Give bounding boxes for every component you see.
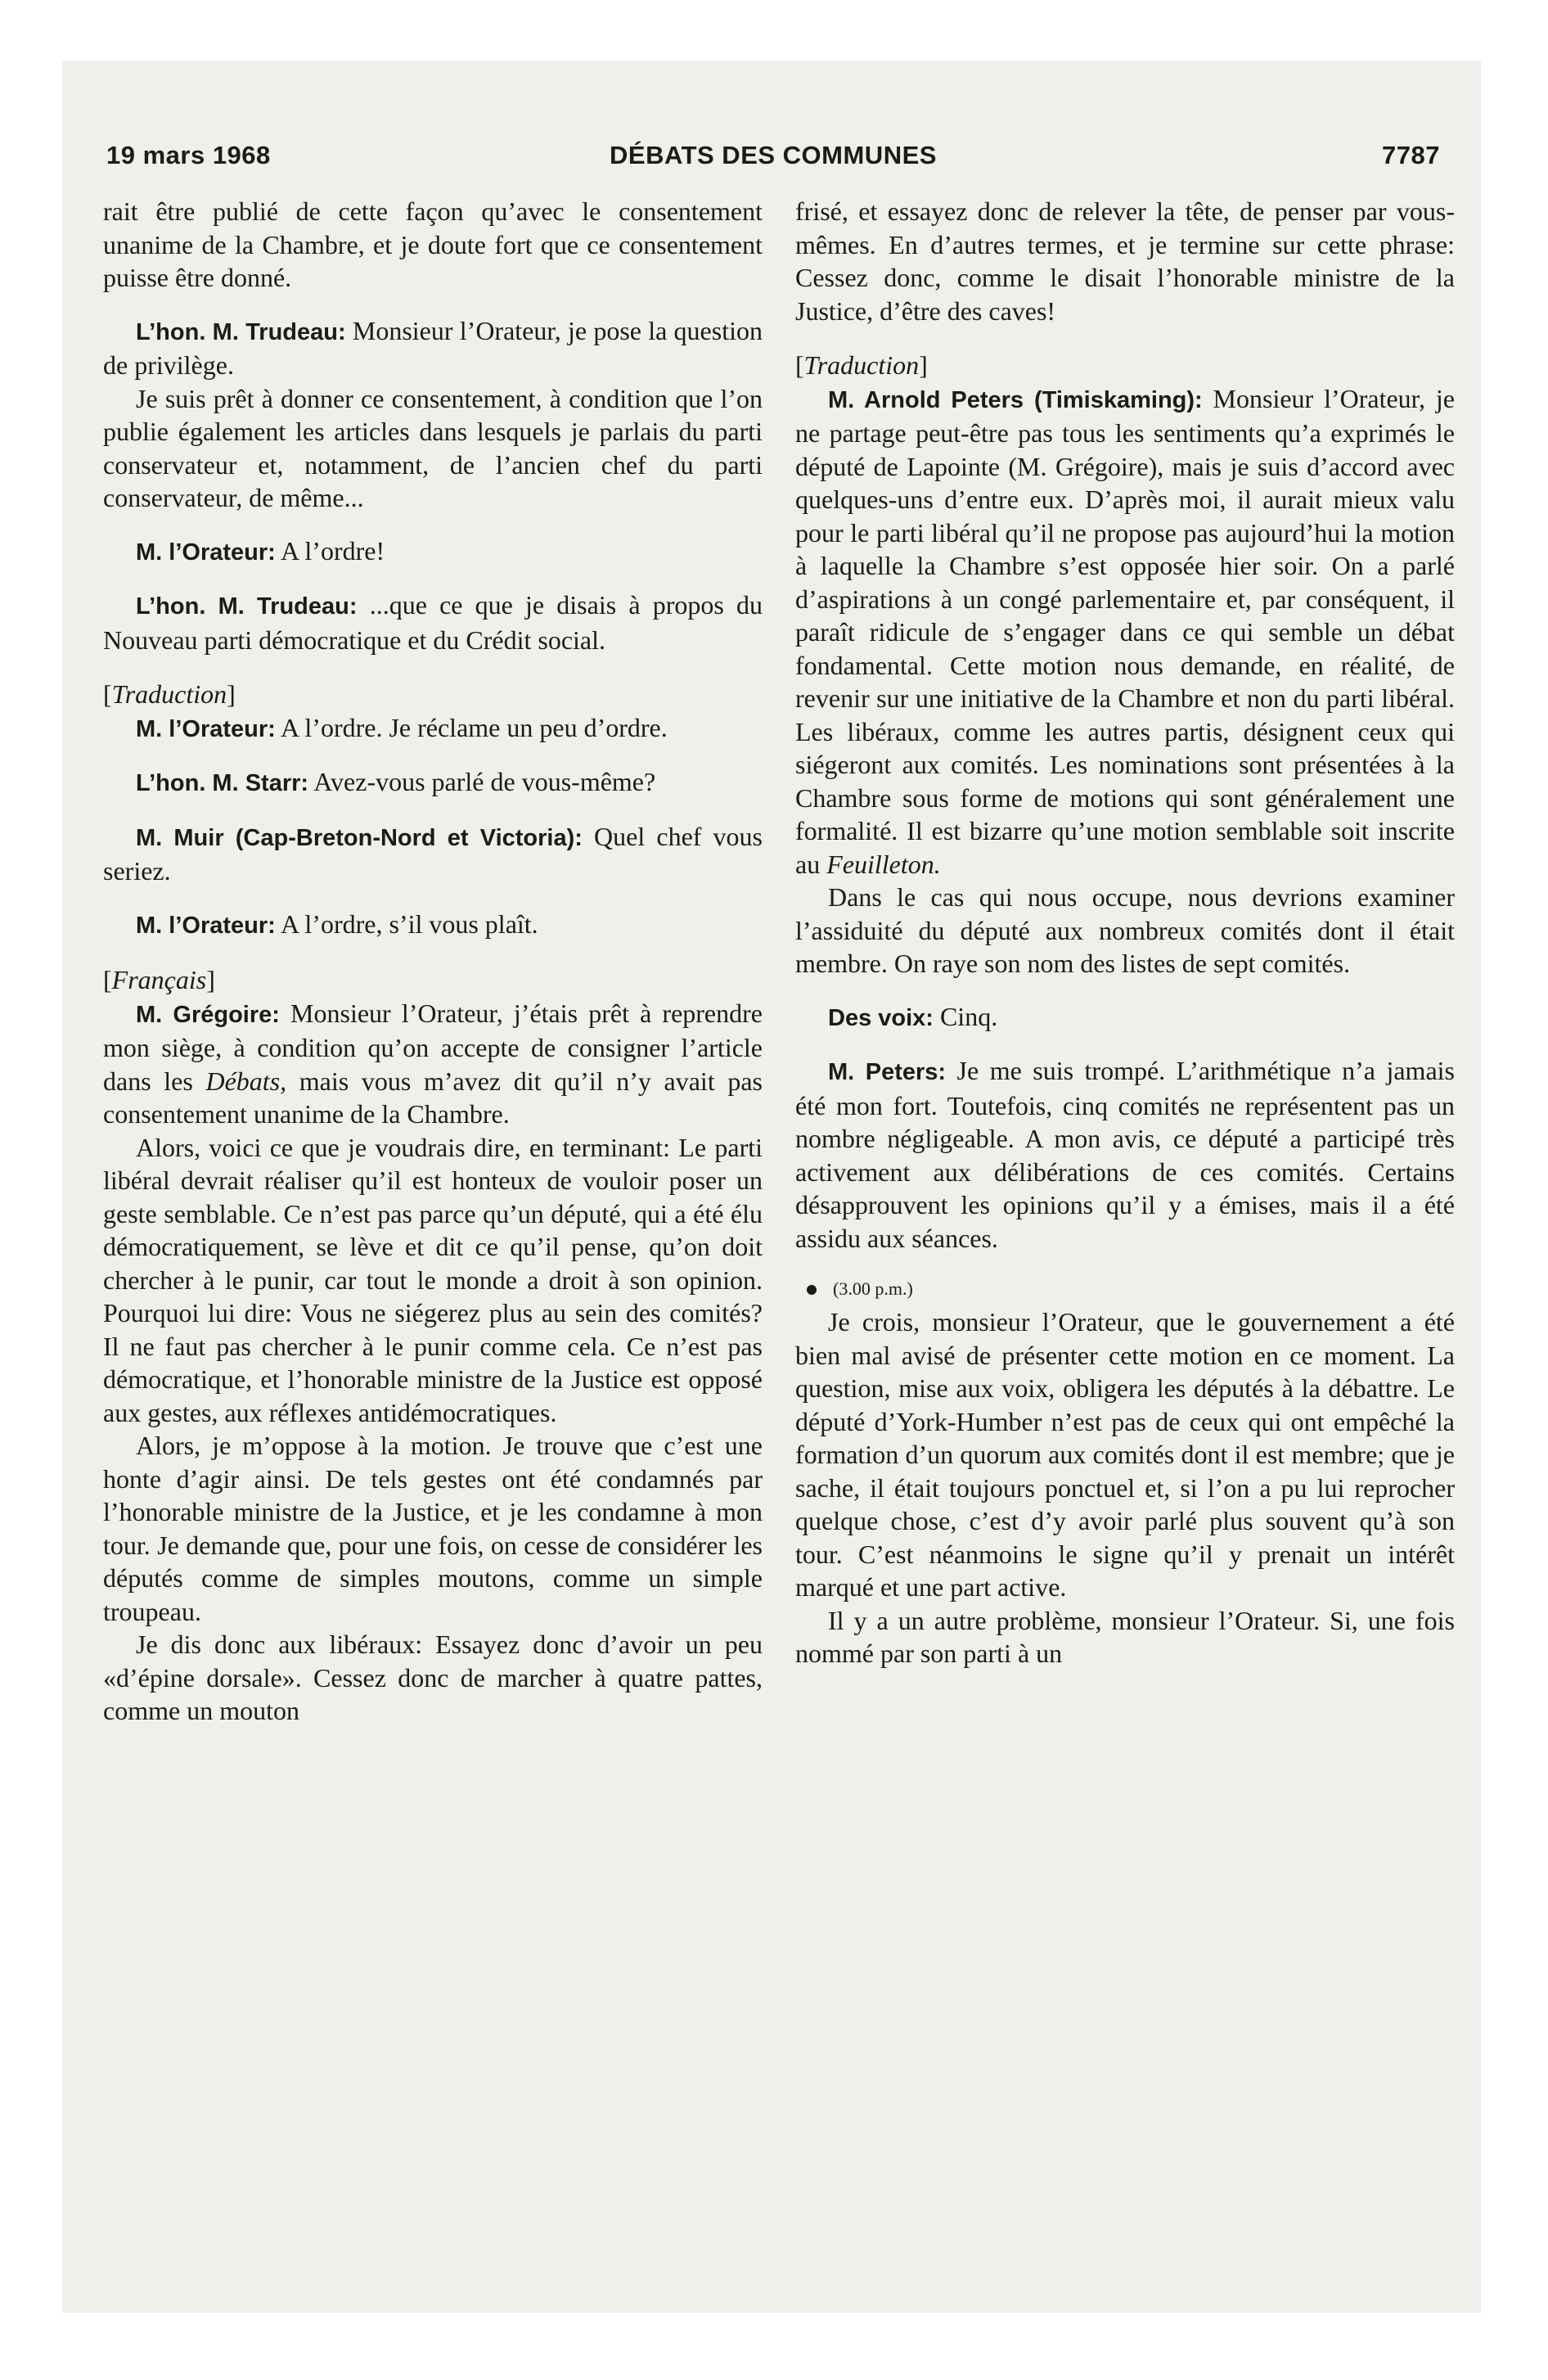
speech-text: Avez-vous parlé de vous-même?	[308, 767, 656, 796]
time-label: (3.00 p.m.)	[833, 1278, 913, 1299]
right-column	[795, 195, 1455, 2143]
speech	[103, 314, 763, 382]
language-label: Traduction	[111, 679, 227, 709]
paragraph: Dans le cas qui nous occupe, nous devrions examiner l’assiduité du député aux nombreux comités dont il était membre. On raye son nom des listes de sept comités.	[795, 882, 1455, 978]
paragraph: Je crois, monsieur l’Orateur, que le gouvernement a été bien mal avisé de présenter cette motion en ce moment. La question, mise aux voix, obligera les députés à la débattre. Le député d’York-Humber n’est pas de ceux qui ont empêché la formation d’un quorum aux comités dont il est membre; que je sache, il était toujours ponctuel et, si l’on a pu lui reprocher quelque chose, c’est d’y avoir parlé plus souvent qu’à son tour. C’est néanmoins le signe qu’il y prenait un intérêt marqué et une part active.	[795, 1307, 1455, 1602]
speech-text: Monsieur l’Orateur, je pose la question de privilège.	[103, 315, 763, 380]
paragraph: Je suis prêt à donner ce consentement, à condition que l’on publie également les articles dans lesquels je parlais du parti conservateur et, notamment, de l’ancien chef du parti conservateur, de même...	[103, 383, 763, 512]
speaker-name: M. Peters:	[828, 1059, 947, 1085]
speech-text: Monsieur l’Orateur, je ne partage peut-être pas tous les sentiments qu’a exprimés le député de Lapointe (M. Grégoire), mais je suis d’accord avec quelques-uns d’entre eux. D’après moi, il aurait mieux valu pour le parti libéral qu’il ne propose pas aujourd’hui la motion à laquelle la Chambre s’est opposée hier soir. On a parlé d’aspirations à un congé parlementaire et, par conséquent, il paraît ridicule de s’engager dans ce qui semble un débat fondamental. Cette motion nous demande, en réalité, de revenir sur une initiative de la Chambre et non du parti libéral. Les libéraux, comme les autres partis, désignent ceux qui siégeront aux comités. Les nominations sont présentées à la Chambre sous forme de motions qui sont généralement une formalité. Il est bizarre qu’une motion semblable soit inscrite au	[795, 383, 1456, 879]
speech-text: A l’ordre, s’il vous plaît.	[275, 908, 538, 939]
language-label: Français	[111, 965, 207, 994]
speech	[103, 908, 763, 943]
speech	[103, 765, 763, 800]
paragraph: frisé, et essayez donc de relever la tête, de penser par vous-mêmes. En d’autres termes, et je termine sur cette phrase: Cessez donc, comme le disait l’honorable ministre de la Justice, d’être des caves!	[795, 196, 1455, 326]
speaker-name: Des voix:	[828, 1004, 934, 1031]
speaker-name: M. Muir (Cap-Breton-Nord et Victoria):	[136, 824, 583, 851]
paragraph: Alors, voici ce que je voudrais dire, en terminant: Le parti libéral devrait réaliser qu’il est honteux de vouloir poser un geste semblable. Ce n’est pas parce qu’un député, qui a été élu démocratiquement, se lève et dit ce qu’il pense, qu’on doit chercher à le punir, car tout le monde a droit à son opinion. Pourquoi lui dire: Vous ne siégerez plus au sein des comités? Il ne faut pas chercher à le punir comme cela. Ce n’est pas démocratique, et l’honorable ministre de la Justice est opposé aux gestes, aux réflexes antidémocratiques.	[103, 1132, 763, 1427]
speech-text: Quel chef vous seriez.	[103, 821, 763, 886]
speaker-name: M. l’Orateur:	[136, 539, 276, 566]
speech	[795, 382, 1455, 881]
speech	[103, 711, 763, 746]
bullet-icon	[807, 1285, 817, 1295]
speech	[103, 820, 763, 888]
speaker-name: M. l’Orateur:	[136, 715, 276, 742]
speech-text: Cinq.	[933, 1001, 998, 1031]
speaker-name: L’hon. M. Trudeau:	[136, 318, 346, 345]
paragraph: rait être publié de cette façon qu’avec le consentement unanime de la Chambre, et je doute fort que ce consentement puisse être donné.	[103, 196, 763, 292]
speech-text: Je me suis trompé. L’arithmétique n’a jamais été mon fort. Toutefois, cinq comités ne représentent pas un nombre négligeable. A mon avis, ce député a participé très activement aux délibérations de ces comités. Certains désapprouvent les opinions qu’il y a émises, mais il a été assidu aux séances.	[795, 1056, 1455, 1253]
paragraph: Je dis donc aux libéraux: Essayez donc d’avoir un peu «d’épine dorsale». Cessez donc de marcher à quatre pattes, comme un mouton	[103, 1629, 763, 1725]
left-column	[103, 195, 763, 2143]
speaker-name: M. Arnold Peters (Timiskaming):	[828, 386, 1203, 413]
speech	[103, 534, 763, 570]
speaker-name: L’hon. M. Starr:	[136, 770, 309, 796]
speech	[795, 1054, 1455, 1255]
language-marker: [Traduction]	[795, 350, 928, 380]
header-title: DÉBATS DES COMMUNES	[610, 141, 937, 169]
language-marker: [Traduction]	[103, 679, 236, 709]
speech-text: ...que ce que je disais à propos du Nouveau parti démocratique et du Crédit social.	[103, 590, 763, 655]
paragraph: Il y a un autre problème, monsieur l’Orateur. Si, une fois nommé par son parti à un	[795, 1605, 1455, 1668]
time-marker	[795, 1273, 1455, 1305]
italic-text: Feuilleton.	[826, 849, 941, 879]
italic-text: Débats,	[205, 1066, 287, 1096]
page-header	[106, 141, 1440, 178]
speech-text: Monsieur l’Orateur, j’étais prêt à reprendre mon siège, à condition qu’on accepte de consigner l’article dans les	[103, 998, 763, 1096]
speech-text: A l’ordre!	[275, 535, 385, 566]
language-marker: [Français]	[103, 965, 215, 994]
language-label: Traduction	[803, 350, 920, 380]
paragraph: Alors, je m’oppose à la motion. Je trouve que c’est une honte d’agir ainsi. De tels gestes ont été condamnés par l’honorable ministre de la Justice, et je les condamne à mon tour. Je demande que, pour une fois, on cesse de considérer les députés comme de simples moutons, comme un simple troupeau.	[103, 1431, 763, 1626]
speaker-name: L’hon. M. Trudeau:	[136, 593, 358, 620]
speaker-name: M. Grégoire:	[136, 1001, 280, 1028]
header-date: 19 mars 1968	[106, 141, 271, 169]
speech-text: mais vous m’avez dit qu’il n’y avait pas consentement unanime de la Chambre.	[103, 1066, 763, 1129]
header-page-number: 7787	[1382, 141, 1440, 169]
speech	[103, 588, 763, 656]
speech	[795, 1000, 1455, 1035]
speech	[103, 997, 763, 1131]
speaker-name: M. l’Orateur:	[136, 912, 276, 939]
speech-text: A l’ordre. Je réclame un peu d’ordre.	[275, 712, 668, 742]
